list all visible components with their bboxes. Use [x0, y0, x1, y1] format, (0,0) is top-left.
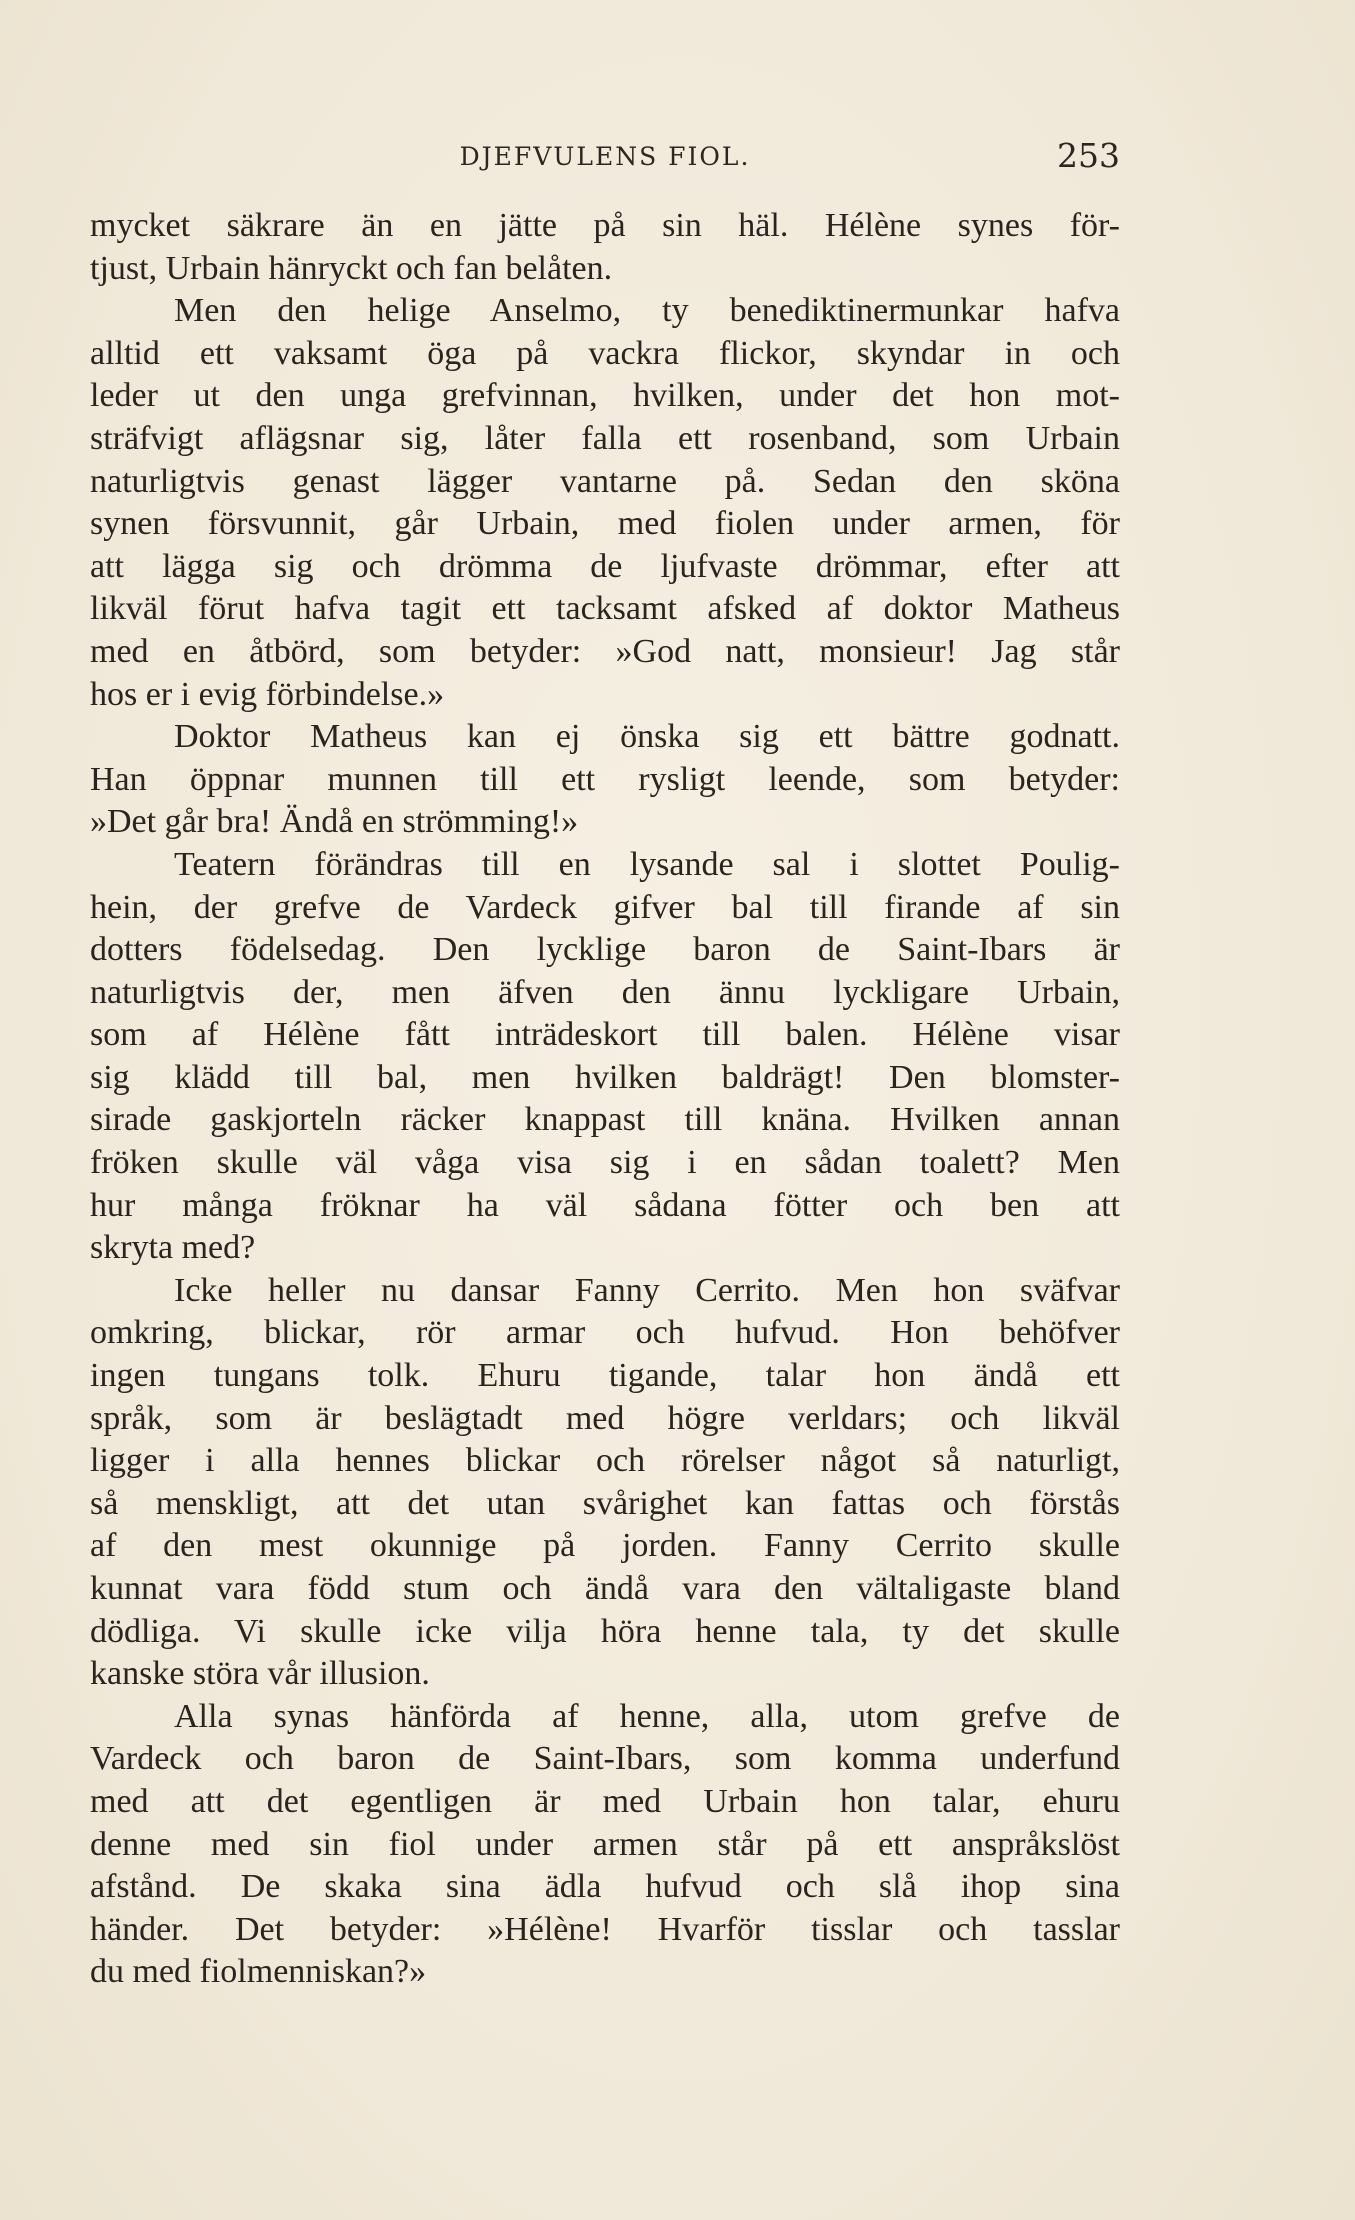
- text-line: Doktor Matheus kan ej önska sig ett bättre godnatt.: [174, 718, 1120, 756]
- page-header: [90, 132, 1120, 182]
- text-line: synen försvunnit, går Urbain, med fiolen under armen, för: [90, 505, 1120, 543]
- text-line: Men den helige Anselmo, ty benediktinermunkar hafva: [174, 292, 1120, 330]
- page-number: 253: [1057, 136, 1120, 175]
- text-line: hein, der grefve de Vardeck gifver bal till firande af sin: [90, 888, 1120, 926]
- text-line: du med fiolmenniskan?»: [90, 1953, 427, 1991]
- text-line: sirade gaskjorteln räcker knappast till knäna. Hvilken annan: [90, 1101, 1120, 1139]
- text-line: hur många fröknar ha väl sådana fötter och ben att: [90, 1186, 1120, 1224]
- text-line: alltid ett vaksamt öga på vackra flickor, skyndar in och: [90, 334, 1120, 372]
- text-line: likväl förut hafva tagit ett tacksamt afsked af doktor Matheus: [90, 590, 1120, 628]
- text-line: naturligtvis der, men äfven den ännu lyckligare Urbain,: [90, 973, 1120, 1011]
- text-line: mycket säkrare än en jätte på sin häl. Hélène synes för-: [90, 207, 1120, 244]
- text-line: Han öppnar munnen till ett rysligt leende, som betyder:: [90, 760, 1120, 798]
- text-line: Icke heller nu dansar Fanny Cerrito. Men hon sväfvar: [174, 1271, 1120, 1309]
- text-line: af den mest okunnige på jorden. Fanny Cerrito skulle: [90, 1527, 1120, 1565]
- text-line: språk, som är beslägtadt med högre verldars; och likväl: [90, 1399, 1120, 1437]
- text-line: omkring, blickar, rör armar och hufvud. Hon behöfver: [90, 1314, 1120, 1352]
- text-line: med att det egentligen är med Urbain hon talar, ehuru: [90, 1782, 1120, 1820]
- text-line: dotters födelsedag. Den lycklige baron de Saint-Ibars är: [90, 931, 1120, 969]
- text-line: att lägga sig och drömma de ljufvaste drömmar, efter att: [90, 547, 1120, 585]
- body-text: [90, 205, 1120, 1994]
- text-line: som af Hélène fått inträdeskort till balen. Hélène visar: [90, 1016, 1120, 1054]
- text-line: denne med sin fiol under armen står på ett anspråkslöst: [90, 1825, 1120, 1863]
- text-line: hos er i evig förbindelse.»: [90, 675, 445, 713]
- text-line: tjust, Urbain hänryckt och fan belåten.: [90, 249, 613, 287]
- text-line: händer. Det betyder: »Hélène! Hvarför tisslar och tasslar: [90, 1910, 1120, 1948]
- text-line: ingen tungans tolk. Ehuru tigande, talar hon ändå ett: [90, 1357, 1120, 1395]
- text-line: ligger i alla hennes blickar och rörelser något så naturligt,: [90, 1442, 1120, 1480]
- text-line: Alla synas hänförda af henne, alla, utom grefve de: [174, 1697, 1120, 1735]
- text-line: med en åtbörd, som betyder: »God natt, monsieur! Jag står: [90, 632, 1120, 670]
- text-line: Vardeck och baron de Saint-Ibars, som komma underfund: [90, 1740, 1120, 1778]
- text-line: afstånd. De skaka sina ädla hufvud och slå ihop sina: [90, 1868, 1120, 1906]
- text-line: kanske störa vår illusion.: [90, 1655, 430, 1693]
- text-line: sträfvigt aflägsnar sig, låter falla ett rosenband, som Urbain: [90, 419, 1120, 457]
- text-line: så menskligt, att det utan svårighet kan fattas och förstås: [90, 1484, 1120, 1522]
- text-line: leder ut den unga grefvinnan, hvilken, under det hon mot-: [90, 377, 1120, 415]
- text-line: dödliga. Vi skulle icke vilja höra henne tala, ty det skulle: [90, 1612, 1120, 1650]
- text-line: kunnat vara född stum och ändå vara den vältaligaste bland: [90, 1570, 1120, 1607]
- text-line: naturligtvis genast lägger vantarne på. Sedan den sköna: [90, 462, 1120, 500]
- text-line: sig klädd till bal, men hvilken baldrägt! Den blomster-: [90, 1058, 1120, 1096]
- text-line: skryta med?: [90, 1229, 256, 1267]
- text-line: fröken skulle väl våga visa sig i en sådan toalett? Men: [90, 1144, 1120, 1182]
- running-title: DJEFVULENS FIOL.: [459, 142, 751, 171]
- text-line: Teatern förändras till en lysande sal i slottet Poulig-: [174, 845, 1120, 883]
- text-line: »Det går bra! Ändå en strömming!»: [90, 803, 579, 841]
